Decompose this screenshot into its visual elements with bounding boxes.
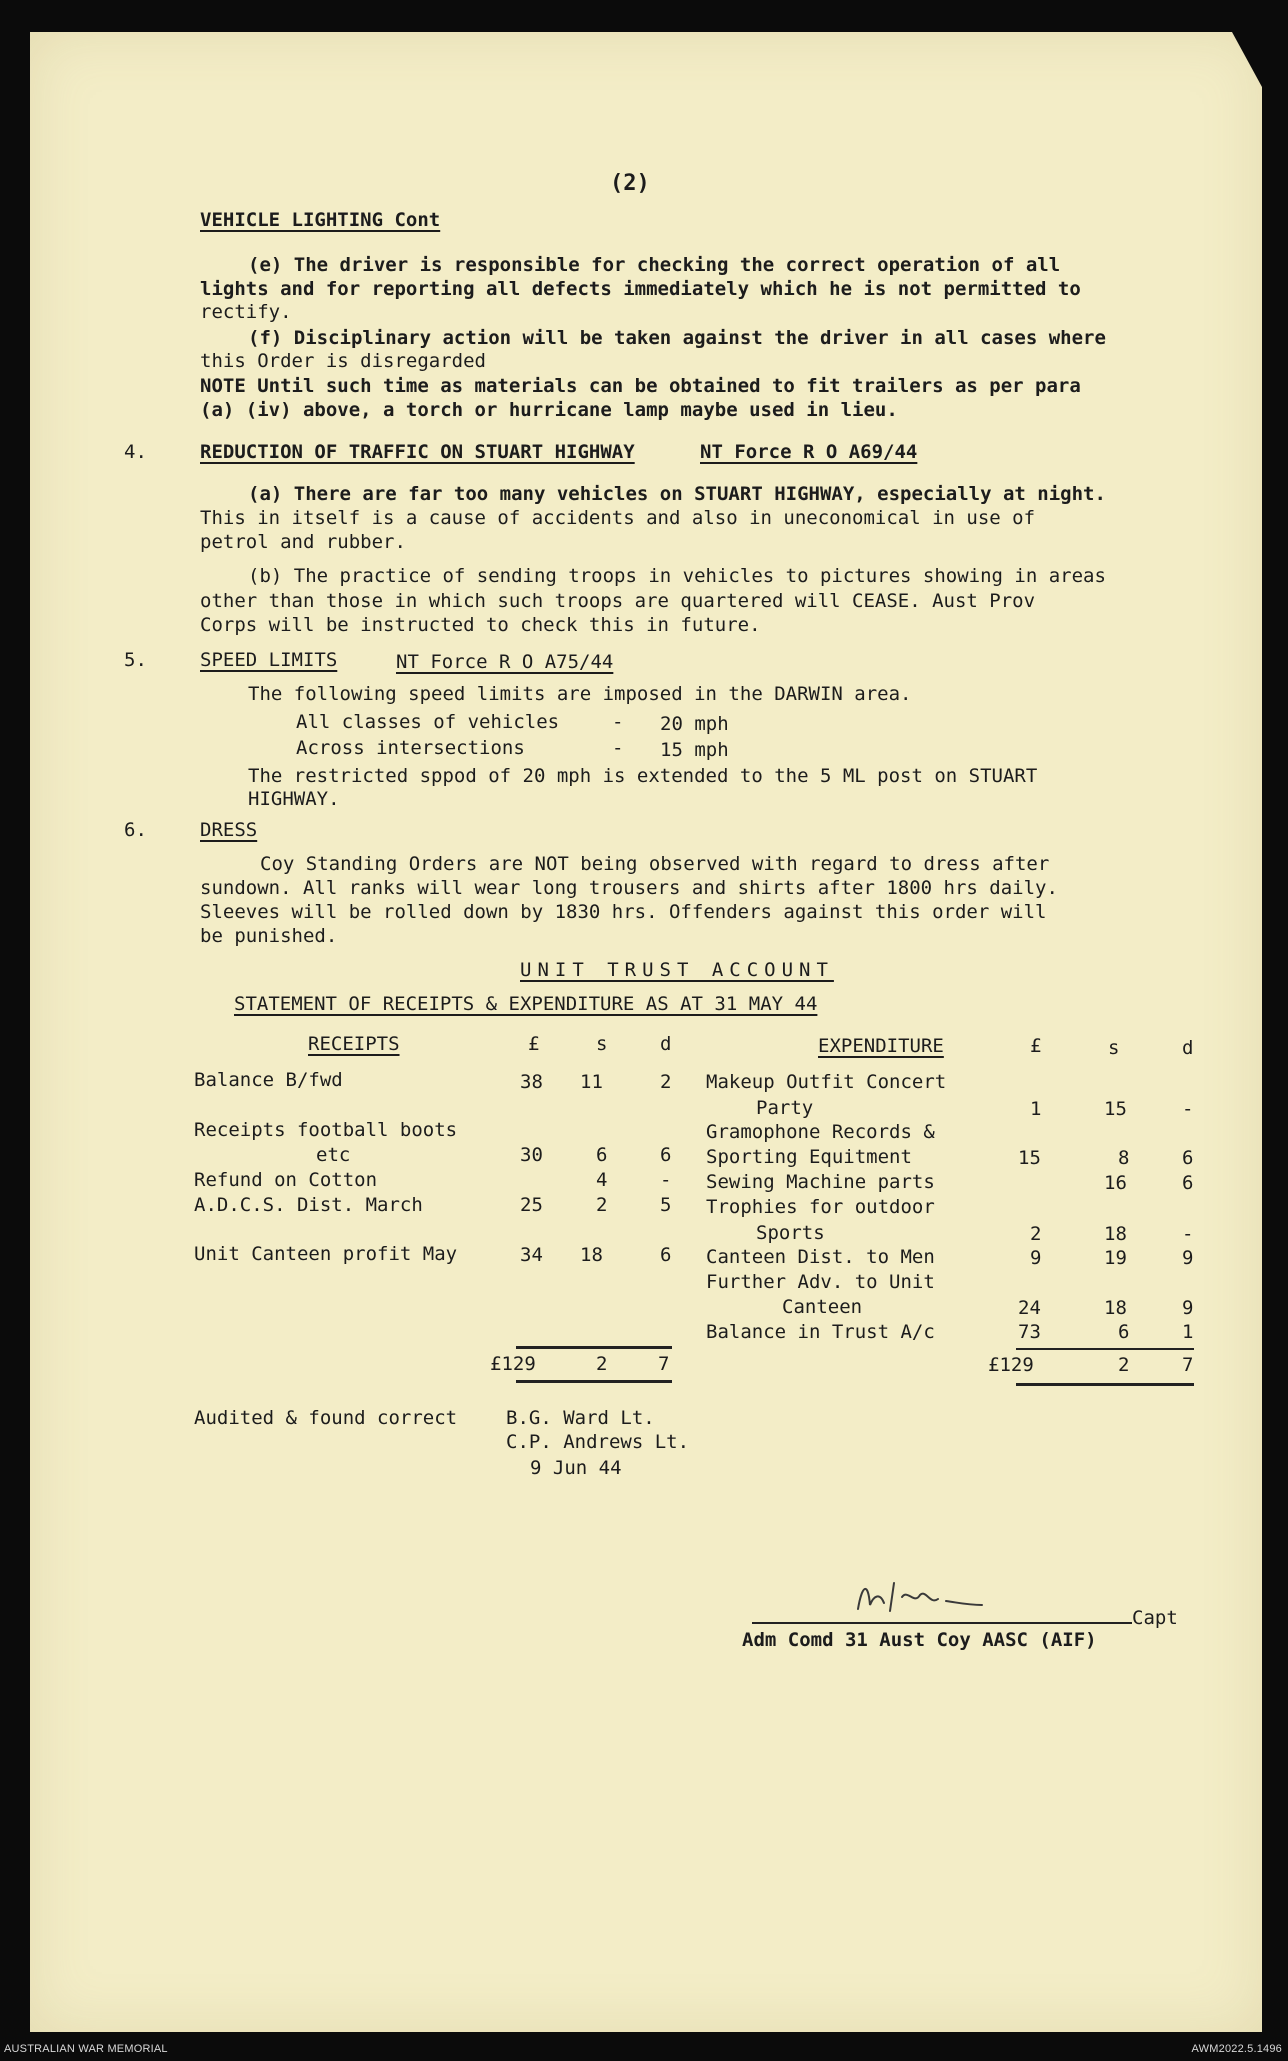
receipts-header: RECEIPTS — [308, 1033, 400, 1055]
receipts-col-pence: d — [660, 1033, 672, 1055]
section4-b-line1: (b) The practice of sending troops in vehicles to pictures showing in areas — [248, 565, 1106, 587]
expenditure-pence: 1 — [1182, 1321, 1194, 1343]
receipt-pounds: 25 — [520, 1194, 543, 1216]
expenditure-shillings: 18 — [1104, 1297, 1127, 1319]
signature-rank: Capt — [1132, 1607, 1178, 1629]
expenditure-header: EXPENDITURE — [818, 1035, 944, 1057]
expenditure-pence: 6 — [1182, 1172, 1194, 1194]
note-line1: NOTE Until such time as materials can be obtained to fit trailers as per para — [200, 375, 1081, 397]
receipt-label: etc — [316, 1144, 351, 1166]
speed-limit-2-label: Across intersections — [296, 737, 525, 759]
audit-label: Audited & found correct — [194, 1407, 458, 1429]
expenditure-pounds: 1 — [1030, 1098, 1042, 1120]
expenditure-shillings: 19 — [1104, 1247, 1127, 1269]
receipt-pence: 6 — [660, 1244, 672, 1266]
receipt-shillings: 2 — [596, 1194, 608, 1216]
expenditure-shillings: 18 — [1104, 1223, 1127, 1245]
section4-a-line1: (a) There are far too many vehicles on STUART HIGHWAY, especially at night. — [248, 483, 1106, 505]
expenditure-label: Canteen — [782, 1296, 863, 1318]
receipt-shillings: 11 — [580, 1071, 603, 1093]
expenditure-label: Sewing Machine parts — [706, 1171, 935, 1193]
expenditure-pounds: 24 — [1018, 1297, 1041, 1319]
section4-a-line2: This in itself is a cause of accidents and also in uneconomical in use of — [200, 507, 1036, 529]
expenditure-label: Gramophone Records & — [706, 1121, 935, 1143]
speed-limit-1-label: All classes of vehicles — [296, 711, 560, 733]
receipts-col-pounds: £ — [528, 1033, 540, 1055]
receipt-label: Unit Canteen profit May — [194, 1243, 458, 1265]
section-heading-reduction-of-traffic: REDUCTION OF TRAFFIC ON STUART HIGHWAY — [200, 441, 635, 463]
page-number: (2) — [610, 171, 650, 196]
speed-limit-2-value: 15 mph — [660, 739, 729, 761]
section-number-5: 5. — [124, 649, 147, 671]
expenditure-label: Balance in Trust A/c — [706, 1321, 935, 1343]
expenditure-pence: - — [1182, 1223, 1194, 1245]
receipts-total-bottom-rule — [516, 1380, 672, 1383]
auditor-2: C.P. Andrews Lt. — [506, 1431, 690, 1453]
trust-account-subtitle: STATEMENT OF RECEIPTS & EXPENDITURE AS AT 31 MAY 44 — [234, 993, 818, 1015]
receipts-total-pence: 7 — [658, 1353, 670, 1375]
expenditure-label: Sporting Equitment — [706, 1146, 912, 1168]
section5-line5: HIGHWAY. — [248, 788, 340, 810]
expenditure-pence: 6 — [1182, 1147, 1194, 1169]
para-e-line1: (e) The driver is responsible for checking the correct operation of all — [248, 254, 1061, 276]
section-heading-dress: DRESS — [200, 819, 258, 841]
expenditure-label: Canteen Dist. to Men — [706, 1246, 935, 1268]
section6-line2: sundown. All ranks will wear long trousers and shirts after 1800 hrs daily. — [200, 877, 1058, 899]
receipt-pounds: 30 — [520, 1144, 543, 1166]
signature-title: Adm Comd 31 Aust Coy AASC (AIF) — [742, 1629, 1097, 1651]
expenditure-col-pence: d — [1182, 1037, 1194, 1059]
section6-line1: Coy Standing Orders are NOT being observed with regard to dress after — [260, 853, 1050, 875]
receipt-label: A.D.C.S. Dist. March — [194, 1194, 423, 1216]
receipts-total-shillings: 2 — [596, 1353, 608, 1375]
section6-line4: be punished. — [200, 925, 338, 947]
expenditure-pounds: 15 — [1018, 1147, 1041, 1169]
section5-line4: The restricted sppod of 20 mph is extended to the 5 ML post on STUART — [248, 765, 1038, 787]
speed-limit-2-dash: - — [612, 737, 624, 759]
receipts-total-pounds: £129 — [490, 1353, 536, 1375]
expenditure-total-pence: 7 — [1182, 1354, 1194, 1376]
footer-accession-number: AWM2022.5.1496 — [1191, 2043, 1282, 2055]
expenditure-label: Further Adv. to Unit — [706, 1271, 935, 1293]
receipt-shillings: 4 — [596, 1169, 608, 1191]
trust-account-title: UNIT TRUST ACCOUNT — [520, 959, 834, 981]
speed-limit-1-value: 20 mph — [660, 713, 729, 735]
para-f-line1: (f) Disciplinary action will be taken against the driver in all cases where — [248, 327, 1106, 349]
receipt-label: Receipts football boots — [194, 1119, 458, 1141]
section6-line3: Sleeves will be rolled down by 1830 hrs. Offenders against this order will — [200, 901, 1047, 923]
expenditure-pence: - — [1182, 1098, 1194, 1120]
receipt-shillings: 6 — [596, 1144, 608, 1166]
para-e-line3: rectify. — [200, 301, 292, 323]
section-number-4: 4. — [124, 441, 147, 463]
expenditure-total-pounds: £129 — [988, 1354, 1034, 1376]
handwritten-signature — [850, 1575, 1070, 1615]
expenditure-label: Sports — [756, 1222, 825, 1244]
expenditure-pounds: 2 — [1030, 1223, 1042, 1245]
section5-line1: The following speed limits are imposed in the DARWIN area. — [248, 683, 912, 705]
expenditure-pounds: 9 — [1030, 1247, 1042, 1269]
speed-limit-1-dash: - — [612, 711, 624, 733]
receipt-pence: 5 — [660, 1194, 672, 1216]
expenditure-total-shillings: 2 — [1118, 1354, 1130, 1376]
section4-b-line3: Corps will be instructed to check this in future. — [200, 614, 761, 636]
expenditure-total-bottom-rule — [1016, 1383, 1194, 1386]
expenditure-col-pounds: £ — [1030, 1035, 1042, 1057]
expenditure-label: Makeup Outfit Concert — [706, 1071, 947, 1093]
section-heading-vehicle-lighting: VEHICLE LIGHTING Cont — [200, 209, 441, 231]
signature-line — [752, 1622, 1132, 1624]
expenditure-shillings: 16 — [1104, 1172, 1127, 1194]
receipts-col-shillings: s — [596, 1033, 608, 1055]
section4-a-line3: petrol and rubber. — [200, 531, 406, 553]
expenditure-col-shillings: s — [1108, 1037, 1120, 1059]
auditor-1: B.G. Ward Lt. — [506, 1407, 655, 1429]
note-line2: (a) (iv) above, a torch or hurricane lamp maybe used in lieu. — [200, 399, 898, 421]
para-e-line2: lights and for reporting all defects immediately which he is not permitted to — [200, 278, 1081, 300]
receipt-label: Refund on Cotton — [194, 1169, 378, 1191]
receipt-pence: 6 — [660, 1144, 672, 1166]
receipt-pence: - — [660, 1169, 672, 1191]
receipt-pounds: 38 — [520, 1071, 543, 1093]
section-heading-speed-limits: SPEED LIMITS — [200, 649, 338, 671]
audit-date: 9 Jun 44 — [530, 1457, 622, 1479]
receipt-label: Balance B/fwd — [194, 1069, 343, 1091]
section4-reference: NT Force R O A69/44 — [700, 441, 918, 463]
expenditure-shillings: 15 — [1104, 1098, 1127, 1120]
footer-institution: AUSTRALIAN WAR MEMORIAL — [4, 2043, 168, 2055]
expenditure-pence: 9 — [1182, 1297, 1194, 1319]
receipt-shillings: 18 — [580, 1244, 603, 1266]
receipt-pounds: 34 — [520, 1244, 543, 1266]
expenditure-pence: 9 — [1182, 1247, 1194, 1269]
section-number-6: 6. — [124, 819, 147, 841]
expenditure-shillings: 8 — [1118, 1147, 1130, 1169]
receipts-total-top-rule — [516, 1346, 672, 1349]
expenditure-total-top-rule — [1016, 1348, 1194, 1350]
folded-corner — [1232, 32, 1262, 87]
expenditure-label: Trophies for outdoor — [706, 1196, 935, 1218]
section4-b-line2: other than those in which such troops are quartered will CEASE. Aust Prov — [200, 590, 1036, 612]
receipt-pence: 2 — [660, 1071, 672, 1093]
section5-reference: NT Force R O A75/44 — [396, 651, 614, 673]
expenditure-pounds: 73 — [1018, 1321, 1041, 1343]
para-f-line2: this Order is disregarded — [200, 350, 486, 372]
expenditure-label: Party — [756, 1097, 814, 1119]
expenditure-shillings: 6 — [1118, 1321, 1130, 1343]
